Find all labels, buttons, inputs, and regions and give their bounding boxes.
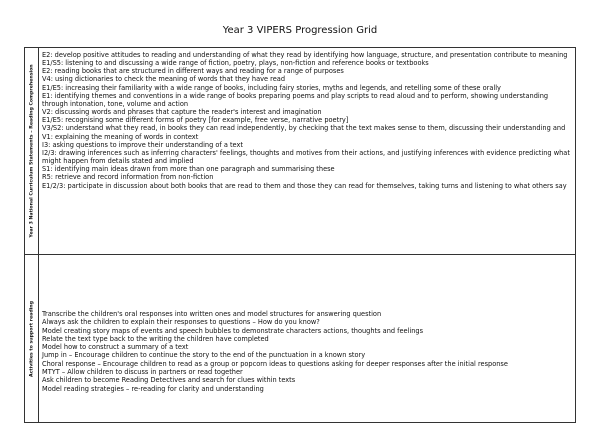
- curriculum-statements: [42, 51, 572, 190]
- statement: E1/S5: listening to and discussing a wide range of fiction, poetry, plays, non-fiction and reference books or textbooks: [42, 59, 429, 68]
- statement: R5: retrieve and record information from non-fiction: [42, 173, 214, 182]
- activity-item: Always ask the children to explain their responses to questions – How do you know?: [42, 318, 320, 327]
- statement: E1: identifying themes and conventions in a wide range of books preparing poems and play scripts to read aloud and to perform, showing understanding through intonation, tone, volume and action: [42, 91, 549, 108]
- statement: E2: develop positive attitudes to reading and understanding of what they read by identifying how language, structure, and presentation contribute to meaning: [42, 51, 568, 59]
- activity-item: Model creating story maps of events and speech bubbles to demonstrate characters actions, thoughts and feelings: [42, 326, 424, 335]
- curriculum-row: [25, 48, 575, 255]
- activity-item: Jump in – Encourage children to continue the story to the end of the punctuation in a known story: [42, 351, 366, 360]
- statement: V3/S2: understand what they read, in books they can read independently, by checking that the text makes sense to them, discussing their understanding and V1: explaining the meaning of words in context: [42, 124, 566, 141]
- progression-grid: [24, 47, 576, 423]
- statement: E2: reading books that are structured in different ways and reading for a range of purposes: [42, 67, 344, 76]
- activities-side-label: Activities to support reading: [29, 300, 34, 377]
- activity-item: Model reading strategies – re-reading for clarity and understanding: [42, 384, 264, 393]
- statement: V2: discussing words and phrases that capture the reader's interest and imagination: [42, 108, 322, 117]
- statement: S1: identifying main ideas drawn from more than one paragraph and summarising these: [42, 165, 335, 174]
- activity-item: MTYT – Allow children to discuss in partners or read together: [42, 368, 243, 377]
- activity-item: Ask children to become Reading Detectives and search for clues within texts: [42, 376, 296, 385]
- statement: E1/E5: increasing their familiarity with a wide range of books, including fairy stories, myths and legends, and retelling some of these orally: [42, 83, 501, 92]
- statement: V4: using dictionaries to check the meaning of words that they have read: [42, 75, 286, 84]
- activity-item: Transcribe the children's oral responses into written ones and model structures for answering question: [42, 310, 382, 318]
- statement: E1/2/3: participate in discussion about both books that are read to them and those they can read for themselves, taking turns and listening to what others say: [42, 181, 567, 190]
- statement: I3: asking questions to improve their understanding of a text: [42, 140, 243, 149]
- activities-row: [25, 255, 575, 422]
- page-title: Year 3 VIPERS Progression Grid: [222, 25, 378, 36]
- activity-item: Choral response – Encourage children to read as a group or popcorn ideas to questions asking for deeper responses after the initial response: [42, 359, 508, 368]
- statement: E1/E5: recognising some different forms of poetry [for example, free verse, narrative poetry]: [42, 116, 349, 125]
- curriculum-side-cell: [25, 48, 39, 254]
- statement: I2/3: drawing inferences such as inferring characters' feelings, thoughts and motives from their actions, and justifying inferences with evidence predicting what might happen from details stated and implied: [42, 148, 570, 166]
- activity-list: [42, 310, 572, 393]
- curriculum-side-label: Year 3 National Curriculum Statements – Reading Comprehension: [29, 64, 34, 238]
- activities-side-cell: [25, 255, 39, 422]
- activity-item: Relate the text type back to the writing the children have completed: [42, 334, 269, 343]
- activity-item: Model how to construct a summary of a text: [42, 343, 189, 352]
